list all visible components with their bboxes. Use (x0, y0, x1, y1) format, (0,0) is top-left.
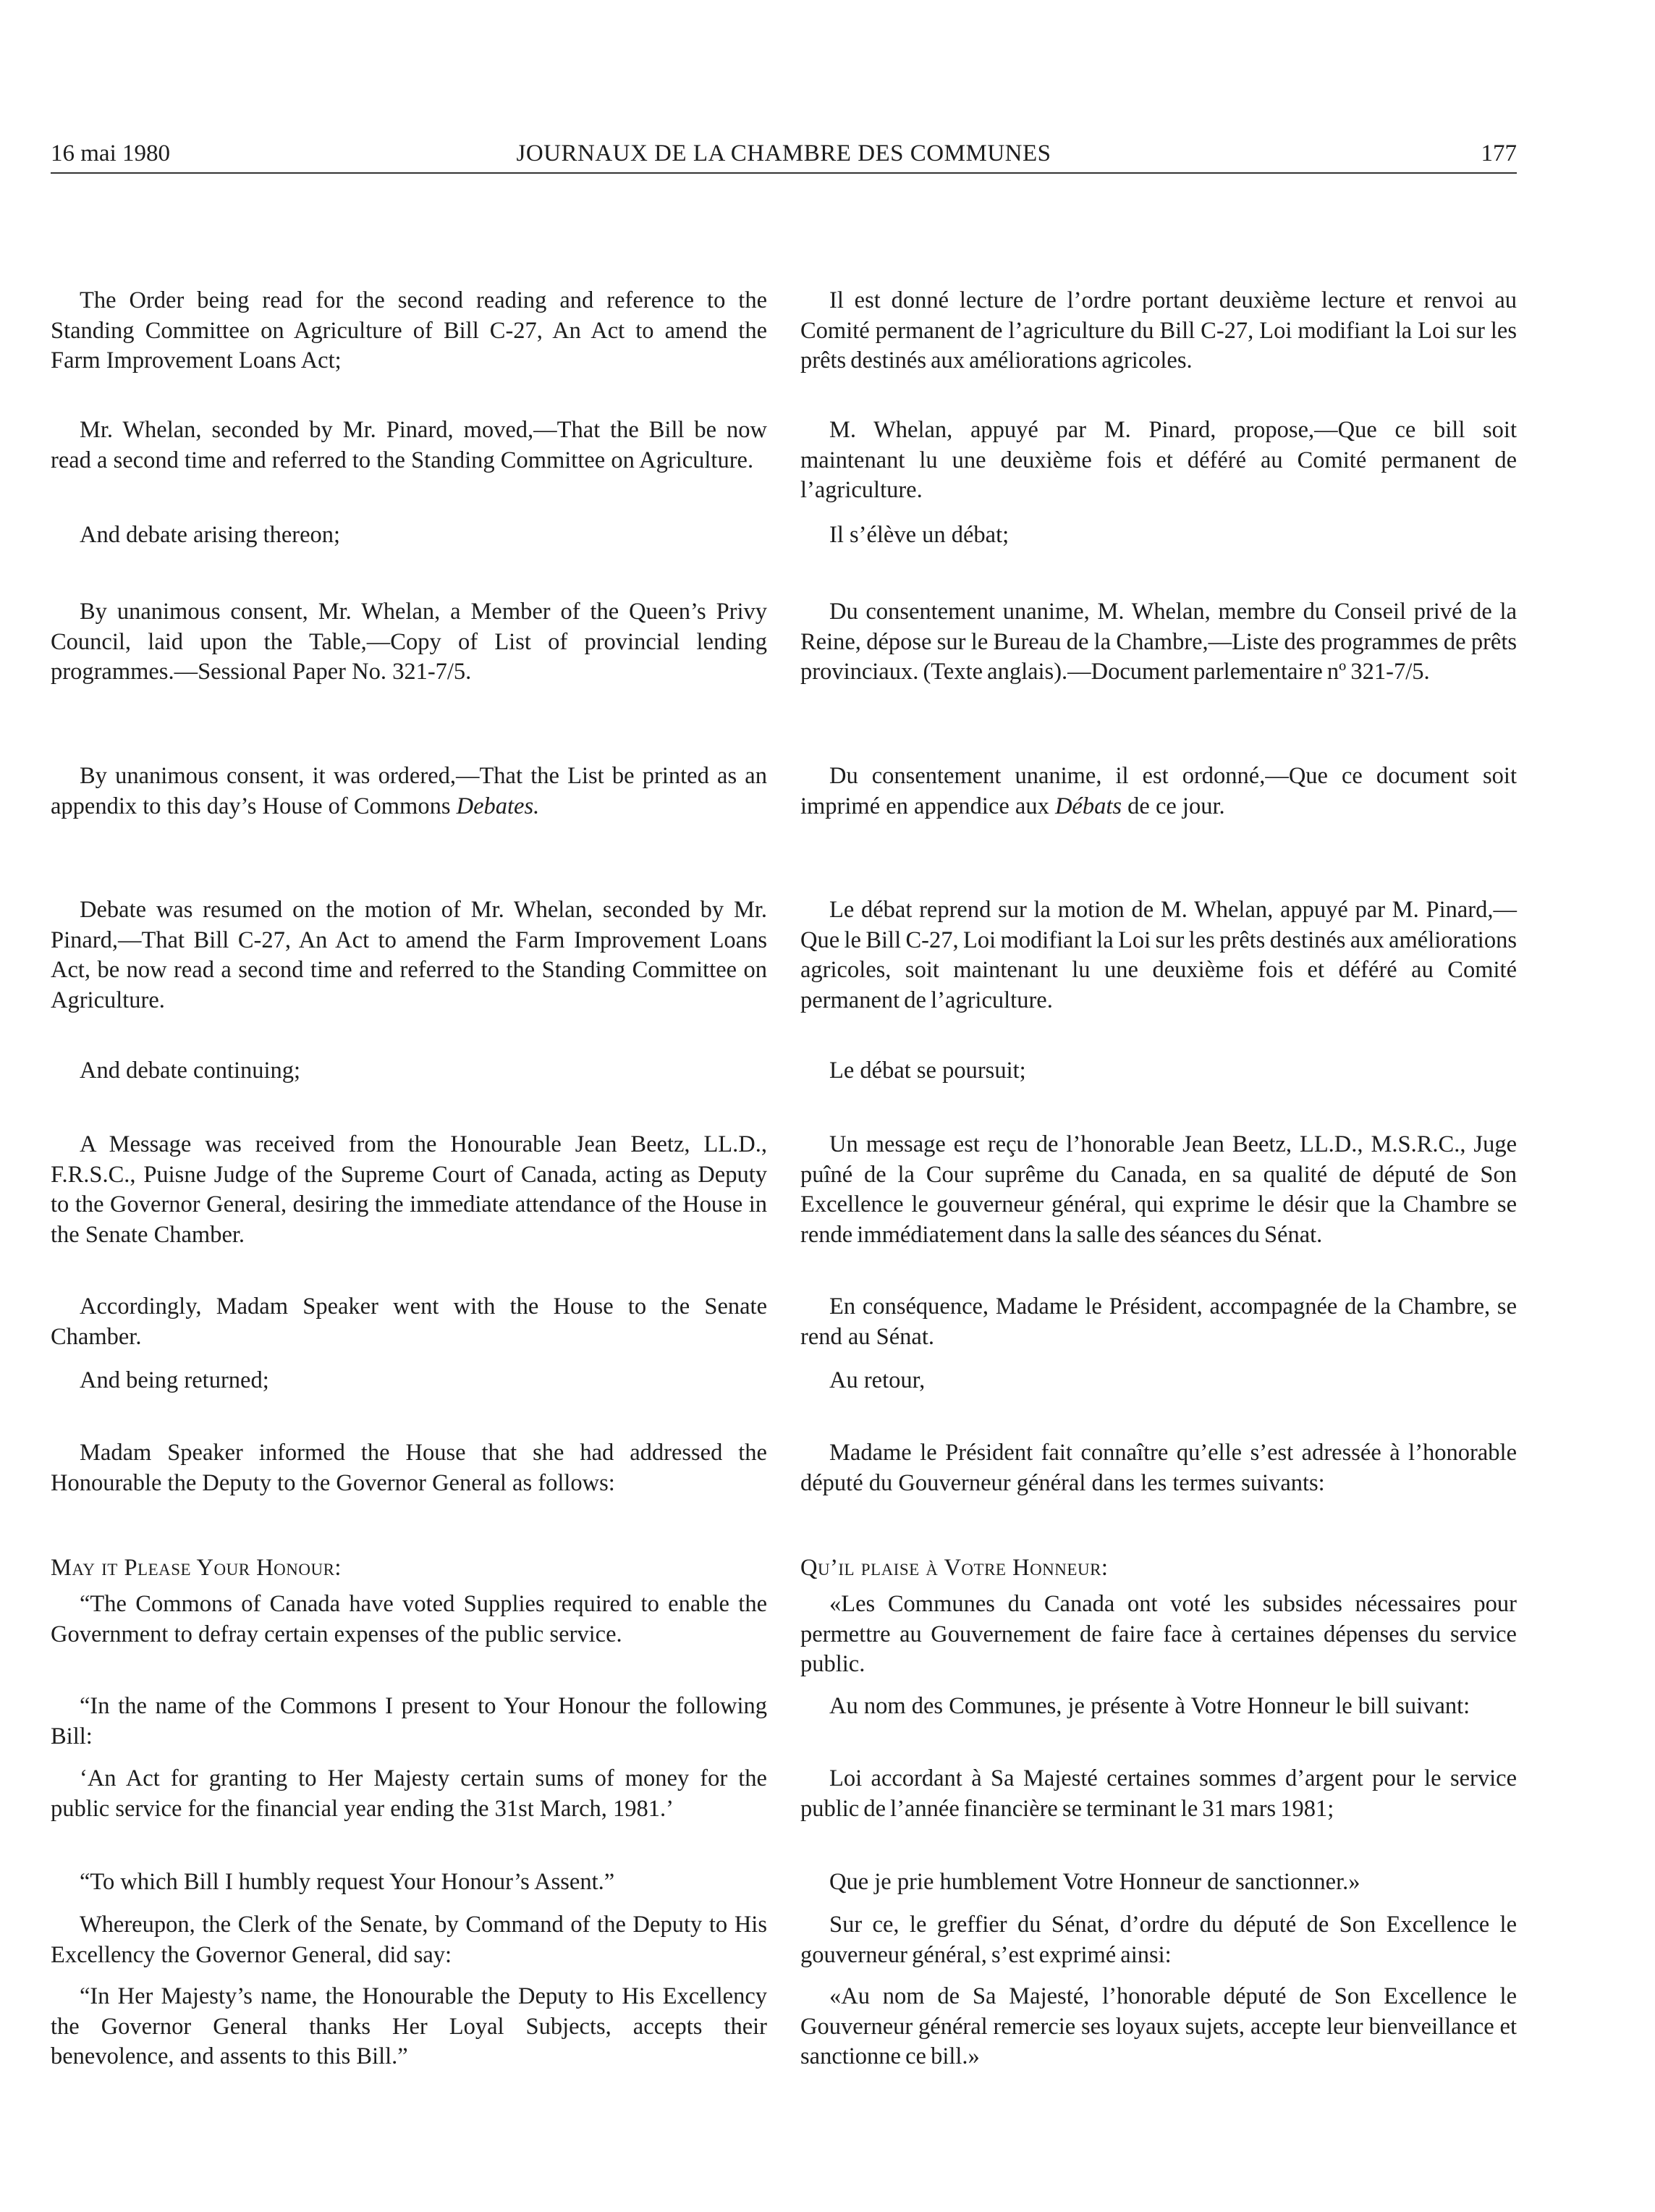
fr-appendix-text: Du consentement unanime, il est ordonné,—Que ce document soit imprimé en appendice aux (800, 763, 1517, 819)
en-paragraph-clerk-senate: Whereupon, the Clerk of the Senate, by Command of the Deputy to His Excellency the Governor General, did say: (51, 1912, 767, 1968)
fr-paragraph-clerk-senate: Sur ce, le greffier du Sénat, d’ordre du député de Son Excellence le gouverneur général, s’est exprimé ainsi: (800, 1912, 1517, 1968)
fr-paragraph-royal-assent: «Au nom de Sa Majesté, l’honorable député de Son Excellence le Gouverneur général remercie ses loyaux sujets, accepte leur bienveillance et sanctionne ce bill.» (800, 1983, 1517, 2069)
fr-debats-italic: Débats (1054, 793, 1122, 819)
en-paragraph-motion: Mr. Whelan, seconded by Mr. Pinard, moved,—That the Bill be now read a second time and referred to the Standing Committee on Agriculture. (51, 417, 767, 473)
fr-paragraph-being-returned: Au retour, (829, 1367, 926, 1393)
en-paragraph-sessional-paper: By unanimous consent, Mr. Whelan, a Member of the Queen’s Privy Council, laid upon the Table,—Copy of List of provincial lending programmes.—Sessional Paper No. 321-7/5. (51, 599, 767, 685)
fr-paragraph-act-title: Loi accordant à Sa Majesté certaines sommes d’argent pour le service public de l’année financière se terminant le 31 mars 1981; (800, 1765, 1517, 1822)
en-paragraph-act-title: ‘An Act for granting to Her Majesty certain sums of money for the public service for the financial year ending the 31st March, 1981.’ (51, 1765, 767, 1822)
en-address-heading: May it Please Your Honour: (51, 1555, 342, 1581)
en-paragraph-appendix-order (51, 761, 767, 822)
page-number: 177 (1481, 140, 1517, 166)
fr-paragraph-motion: M. Whelan, appuyé par M. Pinard, propose,—Que ce bill soit maintenant lu une deuxième fois et déféré au Comité permanent de l’agriculture. (800, 417, 1517, 503)
en-paragraph-senate-chamber: Accordingly, Madam Speaker went with the House to the Senate Chamber. (51, 1293, 767, 1350)
fr-paragraph-senate-chamber: En conséquence, Madame le Président, accompagnée de la Chambre, se rend au Sénat. (800, 1293, 1517, 1350)
en-paragraph-debate-resumed: Debate was resumed on the motion of Mr. Whelan, seconded by Mr. Pinard,—That Bill C-27, An Act to amend the Farm Improvement Loans Act, be now read a second time and referred to the Standing Committee on Agriculture. (51, 897, 767, 1013)
en-paragraph-being-returned: And being returned; (80, 1367, 269, 1393)
header-rule (51, 172, 1517, 174)
en-paragraph-debate-arising: And debate arising thereon; (80, 522, 341, 548)
en-paragraph-order-read: The Order being read for the second reading and reference to the Standing Committee on Agriculture of Bill C-27, An Act to amend the Farm Improvement Loans Act; (51, 287, 767, 373)
en-appendix-text: By unanimous consent, it was ordered,—That the List be printed as an appendix to this day’s House of Commons (51, 763, 767, 819)
fr-paragraph-appendix-order (800, 761, 1517, 822)
fr-paragraph-document: Du consentement unanime, M. Whelan, membre du Conseil privé de la Reine, dépose sur le Bureau de la Chambre,—Liste des programmes de prêts provinciaux. (Texte anglais).—Document parlementaire nº 321-7/5. (800, 599, 1517, 685)
fr-paragraph-request-assent: Que je prie humblement Votre Honneur de sanctionner.» (829, 1869, 1360, 1895)
en-paragraph-debate-continuing: And debate continuing; (80, 1058, 301, 1084)
journal-title: JOURNAUX DE LA CHAMBRE DES COMMUNES (516, 140, 1051, 166)
fr-paragraph-present-bill: Au nom des Communes, je présente à Votre Honneur le bill suivant: (829, 1693, 1470, 1719)
fr-paragraph-debate-arising: Il s’élève un débat; (829, 522, 1009, 548)
fr-address-heading: Qu’il plaise à Votre Honneur: (800, 1555, 1109, 1581)
fr-paragraph-message-received: Un message est reçu de l’honorable Jean Beetz, LL.D., M.S.R.C., Juge puîné de la Cour suprême du Canada, en sa qualité de député de Son Excellence le gouverneur général, qui exprime le désir que la Chambre se rende immédiatement dans la salle des séances du Sénat. (800, 1131, 1517, 1248)
en-debates-italic: Debates. (456, 793, 540, 819)
page-header (51, 135, 1517, 172)
en-paragraph-speaker-address: Madam Speaker informed the House that she had addressed the Honourable the Deputy to the Governor General as follows: (51, 1440, 767, 1496)
fr-appendix-tail: de ce jour. (1122, 793, 1225, 819)
fr-paragraph-speaker-address: Madame le Président fait connaître qu’elle s’est adressée à l’honorable député du Gouverneur général dans les termes suivants: (800, 1440, 1517, 1496)
en-paragraph-request-assent: “To which Bill I humbly request Your Honour’s Assent.” (80, 1869, 615, 1895)
fr-paragraph-debate-resumed: Le débat reprend sur la motion de M. Whelan, appuyé par M. Pinard,—Que le Bill C-27, Loi modifiant la Loi sur les prêts destinés aux améliorations agricoles, soit maintenant lu une deuxième fois et déféré au Comité permanent de l’agriculture. (800, 897, 1517, 1013)
en-paragraph-present-bill: “In the name of the Commons I present to Your Honour the following Bill: (51, 1693, 767, 1749)
header-date: 16 mai 1980 (51, 140, 170, 166)
fr-paragraph-supplies: «Les Communes du Canada ont voté les subsides nécessaires pour permettre au Gouvernement de faire face à certaines dépenses du service public. (800, 1591, 1517, 1677)
fr-paragraph-debate-continuing: Le débat se poursuit; (829, 1058, 1026, 1084)
en-paragraph-message-received: A Message was received from the Honourable Jean Beetz, LL.D., F.R.S.C., Puisne Judge of the Supreme Court of Canada, acting as Deputy to the Governor General, desiring the immediate attendance of the House in the Senate Chamber. (51, 1131, 767, 1248)
fr-paragraph-order-read: Il est donné lecture de l’ordre portant deuxième lecture et renvoi au Comité permanent de l’agriculture du Bill C-27, Loi modifiant la Loi sur les prêts destinés aux améliorations agricoles. (800, 287, 1517, 373)
en-paragraph-royal-assent: “In Her Majesty’s name, the Honourable the Deputy to His Excellency the Governor General thanks Her Loyal Subjects, accepts their benevolence, and assents to this Bill.” (51, 1983, 767, 2069)
en-paragraph-supplies: “The Commons of Canada have voted Supplies required to enable the Government to defray certain expenses of the public service. (51, 1591, 767, 1647)
